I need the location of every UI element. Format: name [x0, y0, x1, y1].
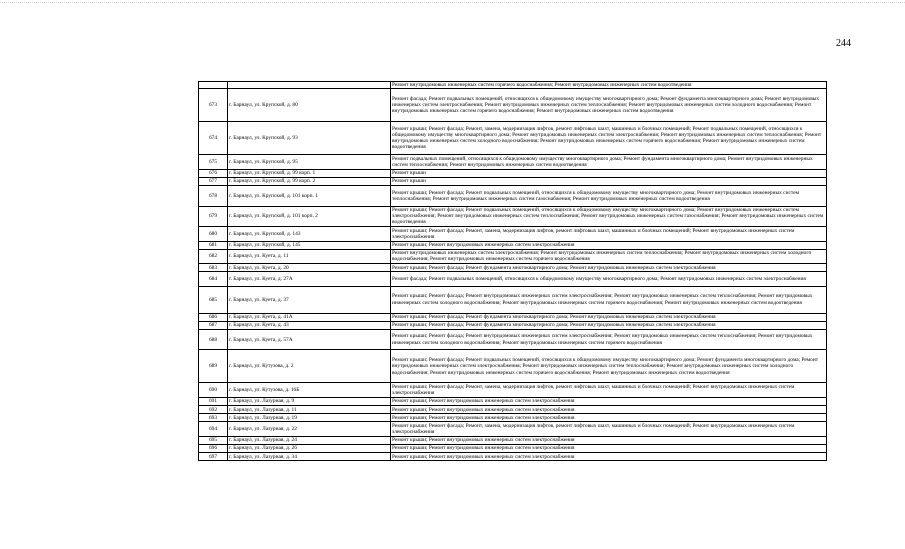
row-number-cell: 677 [199, 177, 228, 185]
row-address-cell: г. Барнаул, ул. Крупской, д. 101 корп. 2 [228, 206, 391, 227]
table-row [199, 89, 827, 122]
row-works-cell: Ремонт крыши; Ремонт фасада; Ремонт фундамента многоквартирного дома; Ремонт внутридомовых инженерных систем электроснабжения [391, 321, 827, 329]
row-address-cell: г. Барнаул, ул. Куета, д. 57А [228, 329, 391, 350]
table-row [199, 383, 827, 397]
row-address-cell: г. Барнаул, ул. Куета, д. 37 [228, 286, 391, 313]
row-address-cell: г. Барнаул, ул. Крупской, д. 80 [228, 89, 391, 122]
row-works-cell: Ремонт крыши; Ремонт фасада; Ремонт фундамента многоквартирного дома; Ремонт внутридомовых инженерных систем электроснабжения [391, 264, 827, 272]
page-number: 244 [836, 38, 851, 49]
row-address-cell: г. Барнаул, ул. Лазурная, д. 11 [228, 406, 391, 414]
row-number-cell: 681 [199, 241, 228, 249]
table-row [199, 185, 827, 206]
table-row [199, 422, 827, 436]
table-row [199, 227, 827, 241]
row-works-cell: Ремонт крыши; Ремонт внутридомовых инженерных систем электроснабжения [391, 397, 827, 405]
table-row [199, 445, 827, 453]
row-works-cell: Ремонт крыши; Ремонт фасада; Ремонт, замена, модернизация лифтов, ремонт лифтовых шахт, машинных и блочных помещений; Ремонт внутридомовых инженерных систем электроснабжения [391, 383, 827, 397]
row-works-cell: Ремонт крыши; Ремонт фасада; Ремонт внутридомовых инженерных систем электроснабжения; Ремонт внутридомовых инженерных систем теплоснабжения; Ремонт внутридомовых инженерных систем холодного водоснабжения; Ремонт внутридомовых инженерных систем горячего водоснабжения [391, 329, 827, 350]
row-number-cell: 685 [199, 286, 228, 313]
table-row [199, 397, 827, 405]
table-row [199, 406, 827, 414]
table-row [199, 313, 827, 321]
row-number-cell: 686 [199, 313, 228, 321]
row-number-cell: 673 [199, 89, 228, 122]
row-number-cell: 688 [199, 329, 228, 350]
table-row [199, 169, 827, 177]
row-address-cell: г. Барнаул, ул. Крупской, д. 143 [228, 227, 391, 241]
scan-border-line [0, 2, 905, 3]
row-number-cell: 692 [199, 406, 228, 414]
table-row [199, 241, 827, 249]
row-address-cell: г. Барнаул, ул. Кутузова, д. 16Б [228, 383, 391, 397]
row-address-cell: г. Барнаул, ул. Куета, д. 43 [228, 321, 391, 329]
table-row [199, 155, 827, 169]
row-address-cell: г. Барнаул, ул. Лазурная, д. 22 [228, 422, 391, 436]
row-works-cell: Ремонт крыши; Ремонт внутридомовых инженерных систем электроснабжения [391, 453, 827, 461]
registry-table-body [199, 82, 827, 461]
row-number-cell: 684 [199, 272, 228, 286]
row-works-cell: Ремонт крыши; Ремонт внутридомовых инженерных систем электроснабжения [391, 241, 827, 249]
row-number-cell: 697 [199, 453, 228, 461]
row-address-cell: г. Барнаул, ул. Крупской, д. 145 [228, 241, 391, 249]
row-address-cell: г. Барнаул, ул. Лазурная, д. 34 [228, 453, 391, 461]
row-address-cell: г. Барнаул, ул. Крупской, д. 101 корп. 1 [228, 185, 391, 206]
row-number-cell: 676 [199, 169, 228, 177]
row-number-cell: 696 [199, 445, 228, 453]
row-number-cell: 695 [199, 436, 228, 444]
row-number-cell [199, 82, 228, 89]
table-row [199, 122, 827, 155]
table-row [199, 206, 827, 227]
row-number-cell: 694 [199, 422, 228, 436]
table-row [199, 350, 827, 383]
table-row [199, 264, 827, 272]
row-number-cell: 680 [199, 227, 228, 241]
row-works-cell: Ремонт крыши; Ремонт внутридомовых инженерных систем электроснабжения [391, 436, 827, 444]
registry-table-wrapper [198, 81, 827, 461]
row-works-cell: Ремонт крыши; Ремонт фасада; Ремонт, замена, модернизация лифтов, ремонт лифтовых шахт, машинных и блочных помещений; Ремонт внутридомовых инженерных систем электроснабжения [391, 227, 827, 241]
row-works-cell: Ремонт крыши; Ремонт фасада; Ремонт фундамента многоквартирного дома; Ремонт внутридомовых инженерных систем электроснабжения [391, 313, 827, 321]
row-address-cell: г. Барнаул, ул. Лазурная, д. 9 [228, 397, 391, 405]
row-works-cell: Ремонт крыши [391, 177, 827, 185]
row-works-cell: Ремонт внутридомовых инженерных систем электроснабжения; Ремонт внутридомовых инженерных систем теплоснабжения; Ремонт внутридомовых инженерных систем холодного водоснабжения; Ремонт внутридомовых инженерных систем горячего водоснабжения [391, 249, 827, 263]
row-address-cell: г. Барнаул, ул. Крупской, д. 95 [228, 155, 391, 169]
row-number-cell: 675 [199, 155, 228, 169]
table-row [199, 177, 827, 185]
row-works-cell: Ремонт крыши; Ремонт фасада; Ремонт подвальных помещений, относящихся к общедомовому имуществу многоквартирного дома; Ремонт внутридомовых инженерных систем электроснабжения; Ремонт внутридомовых инженерных систем теплоснабжения; Ремонт внутридомовых инженерных систем газоснабжения; Ремонт внутридомовых инженерных систем водоотведения [391, 206, 827, 227]
table-row [199, 329, 827, 350]
row-works-cell: Ремонт крыши; Ремонт фасада; Ремонт подвальных помещений, относящихся к общедомовому имуществу многоквартирного дома; Ремонт внутридомовых инженерных систем теплоснабжения; Ремонт внутридомовых инженерных систем газоснабжения; Ремонт внутридомовых инженерных систем водоотведения [391, 185, 827, 206]
table-row [199, 272, 827, 286]
row-address-cell [228, 82, 391, 89]
row-address-cell: г. Барнаул, ул. Лазурная, д. 26 [228, 445, 391, 453]
row-works-cell: Ремонт подвальных помещений, относящихся к общедомовому имуществу многоквартирного дома; Ремонт фундамента многоквартирного дома; Ремонт внутридомовых инженерных систем теплоснабжения; Ремонт внутридомовых инженерных систем водоотведения [391, 155, 827, 169]
row-address-cell: г. Барнаул, ул. Крупской, д. 99 корп. 1 [228, 169, 391, 177]
row-works-cell: Ремонт крыши; Ремонт фасада; Ремонт, замена, модернизация лифтов, ремонт лифтовых шахт, машинных и блочных помещений; Ремонт внутридомовых инженерных систем электроснабжения [391, 422, 827, 436]
row-address-cell: г. Барнаул, ул. Кутузова, д. 2 [228, 350, 391, 383]
row-address-cell: г. Барнаул, ул. Куета, д. 11 [228, 249, 391, 263]
row-works-cell: Ремонт крыши; Ремонт фасада; Ремонт, замена, модернизация лифтов, ремонт лифтовых шахт, машинных и блочных помещений; Ремонт подвальных помещений, относящихся к общедомовому имуществу многоквартирного дома; Ремонт внутридомовых инженерных систем электроснабжения; Ремонт внутридомовых инженерных систем теплоснабжения; Ремонт внутридомовых инженерных систем холодного водоснабжения; Ремонт внутридомовых инженерных систем горячего водоснабжения; Ремонт внутридомовых инженерных систем водоотведения [391, 122, 827, 155]
row-address-cell: г. Барнаул, ул. Куета, д. 20 [228, 264, 391, 272]
row-works-cell: Ремонт крыши; Ремонт внутридомовых инженерных систем электроснабжения [391, 406, 827, 414]
row-number-cell: 691 [199, 397, 228, 405]
row-number-cell: 674 [199, 122, 228, 155]
table-row [199, 321, 827, 329]
row-number-cell: 687 [199, 321, 228, 329]
row-address-cell: г. Барнаул, ул. Куета, д. 41А [228, 313, 391, 321]
row-address-cell: г. Барнаул, ул. Лазурная, д. 24 [228, 436, 391, 444]
row-number-cell: 689 [199, 350, 228, 383]
row-works-cell: Ремонт крыши; Ремонт фасада; Ремонт подвальных помещений, относящихся к общедомовому имуществу многоквартирного дома; Ремонт фундамента многоквартирного дома; Ремонт внутридомовых инженерных систем электроснабжения; Ремонт внутридомовых инженерных систем теплоснабжения; Ремонт внутридомовых инженерных систем холодного водоснабжения; Ремонт внутридомовых инженерных систем горячего водоснабжения; Ремонт внутридомовых инженерных систем водоотведения [391, 350, 827, 383]
row-address-cell: г. Барнаул, ул. Крупской, д. 99 корп. 2 [228, 177, 391, 185]
table-row [199, 436, 827, 444]
row-number-cell: 679 [199, 206, 228, 227]
row-number-cell: 693 [199, 414, 228, 422]
row-works-cell: Ремонт крыши [391, 169, 827, 177]
row-number-cell: 678 [199, 185, 228, 206]
row-works-cell: Ремонт крыши; Ремонт внутридомовых инженерных систем электроснабжения [391, 414, 827, 422]
table-row-continuation [199, 82, 827, 89]
row-works-cell: Ремонт фасада; Ремонт подвальных помещений, относящихся к общедомовому имуществу многоквартирного дома; Ремонт внутридомовых инженерных систем электроснабжения [391, 272, 827, 286]
table-row [199, 286, 827, 313]
table-row [199, 453, 827, 461]
row-address-cell: г. Барнаул, ул. Куета, д. 27А [228, 272, 391, 286]
row-address-cell: г. Барнаул, ул. Лазурная, д. 19 [228, 414, 391, 422]
row-works-cell: Ремонт крыши; Ремонт внутридомовых инженерных систем электроснабжения [391, 445, 827, 453]
table-row [199, 249, 827, 263]
table-row [199, 414, 827, 422]
row-works-cell: Ремонт фасада; Ремонт подвальных помещений, относящихся к общедомовому имуществу многоквартирного дома; Ремонт фундамента многоквартирного дома; Ремонт внутридомовых инженерных систем электроснабжения; Ремонт внутридомовых инженерных систем теплоснабжения; Ремонт внутридомовых инженерных систем холодного водоснабжения; Ремонт внутридомовых инженерных систем горячего водоснабжения; Ремонт внутридомовых инженерных систем водоотведения [391, 89, 827, 122]
row-number-cell: 683 [199, 264, 228, 272]
row-works-cell: Ремонт крыши; Ремонт фасада; Ремонт внутридомовых инженерных систем электроснабжения; Ремонт внутридомовых инженерных систем теплоснабжения; Ремонт внутридомовых инженерных систем холодного водоснабжения; Ремонт внутридомовых инженерных систем горячего водоснабжения; Ремонт внутридомовых инженерных систем водоотведения [391, 286, 827, 313]
row-number-cell: 690 [199, 383, 228, 397]
row-works-cell: Ремонт внутридомовых инженерных систем горячего водоснабжения; Ремонт внутридомовых инженерных систем водоотведения [391, 82, 827, 89]
row-number-cell: 682 [199, 249, 228, 263]
registry-table [198, 81, 827, 461]
row-address-cell: г. Барнаул, ул. Крупской, д. 93 [228, 122, 391, 155]
